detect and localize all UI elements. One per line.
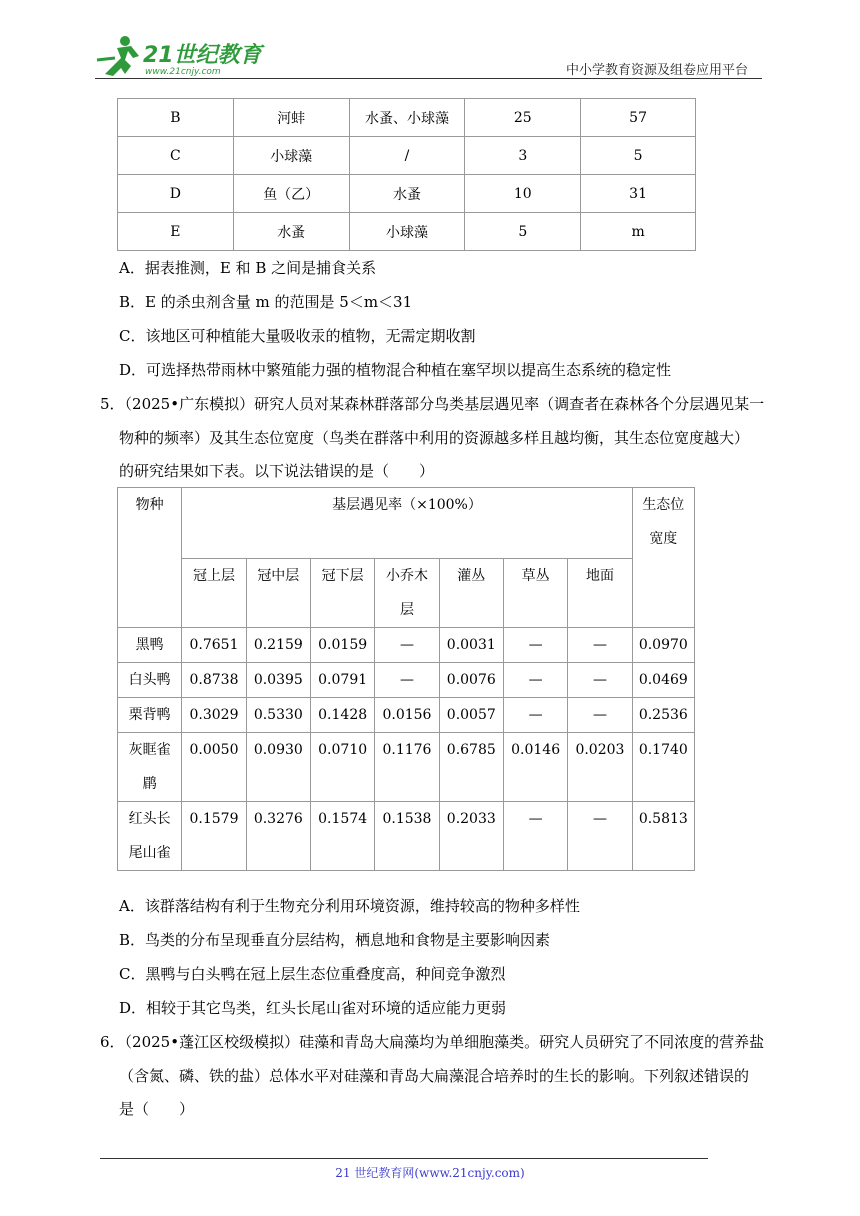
table-cell: 10 [465, 175, 581, 213]
table-cell: 0.0050 [182, 733, 246, 802]
table-row [118, 213, 696, 251]
q5-option-b: B．鸟类的分布呈现垂直分层结构，栖息地和食物是主要影响因素 [119, 931, 551, 949]
table-cell: 0.0076 [439, 663, 503, 698]
table-cell: — [568, 698, 632, 733]
table-cell: 0.5330 [246, 698, 310, 733]
table-cell: 0.0710 [310, 733, 374, 802]
table-cell: 0.0203 [568, 733, 632, 802]
table-cell: 0.0469 [632, 663, 694, 698]
q4-option-b: B．E 的杀虫剂含量 m 的范围是 5＜m＜31 [119, 293, 413, 311]
table-cell: 0.2159 [246, 628, 310, 663]
q5-stem-line3: 的研究结果如下表。以下说法错误的是（ ） [119, 462, 435, 480]
table-cell: 0.0146 [503, 733, 567, 802]
table-row [118, 802, 695, 871]
table-row [118, 137, 696, 175]
table-cell: 0.0970 [632, 628, 694, 663]
table-cell: 0.0395 [246, 663, 310, 698]
table-cell: 0.6785 [439, 733, 503, 802]
pollutant-table [117, 98, 696, 251]
site-label: 中小学教育资源及组卷应用平台 [566, 63, 749, 78]
table-row [118, 175, 696, 213]
q4-option-a: A．据表推测，E 和 B 之间是捕食关系 [119, 259, 377, 277]
species-name: 黑鸭 [118, 628, 182, 663]
table-cell: 0.0791 [310, 663, 374, 698]
table-cell: / [349, 137, 465, 175]
table-cell: 3 [465, 137, 581, 175]
table-cell: 0.0930 [246, 733, 310, 802]
layer-header: 地面 [568, 559, 632, 628]
table-cell: 0.5813 [632, 802, 694, 871]
table-cell: 水蚤 [349, 175, 465, 213]
table-cell: 0.0057 [439, 698, 503, 733]
table-cell: 57 [581, 99, 696, 137]
layer-header: 小乔木 层 [375, 559, 439, 628]
footer-text: 21 世纪教育网(www.21cnjy.com) [335, 1166, 525, 1180]
svg-text:www.21cnjy.com: www.21cnjy.com [145, 67, 221, 77]
table-cell: — [503, 663, 567, 698]
table-cell: 鱼（乙） [233, 175, 349, 213]
species-name: 白头鸭 [118, 663, 182, 698]
layer-header: 冠中层 [246, 559, 310, 628]
footer-divider [100, 1158, 708, 1159]
bird-layer-table [117, 487, 695, 871]
runner-icon [97, 36, 139, 76]
site-logo [95, 34, 265, 78]
q5-option-d: D．相较于其它鸟类，红头长尾山雀对环境的适应能力更弱 [119, 999, 507, 1017]
table-cell: — [568, 628, 632, 663]
table-cell: m [581, 213, 696, 251]
table-cell: 0.0156 [375, 698, 439, 733]
table-cell: 0.3029 [182, 698, 246, 733]
table-cell: B [118, 99, 234, 137]
table-cell: 小球藻 [233, 137, 349, 175]
table-cell: E [118, 213, 234, 251]
q4-option-d: D．可选择热带雨林中繁殖能力强的植物混合种植在塞罕坝以提高生态系统的稳定性 [119, 361, 672, 379]
q6-stem-line3: 是（ ） [119, 1100, 195, 1118]
table-cell: D [118, 175, 234, 213]
table-cell: 5 [581, 137, 696, 175]
table-cell: 0.1428 [310, 698, 374, 733]
table-cell: — [375, 628, 439, 663]
table-cell: — [503, 698, 567, 733]
layer-header: 草丛 [503, 559, 567, 628]
header-divider [95, 78, 762, 79]
table-cell: — [568, 802, 632, 871]
table-cell: 小球藻 [349, 213, 465, 251]
table-cell: 31 [581, 175, 696, 213]
header-niche-width: 生态位 宽度 [632, 488, 694, 628]
layer-header: 冠下层 [310, 559, 374, 628]
table-row [118, 663, 695, 698]
table-cell: 0.2536 [632, 698, 694, 733]
table-cell: 0.3276 [246, 802, 310, 871]
q6-stem-line2: （含氮、磷、铁的盐）总体水平对硅藻和青岛大扁藻混合培养时的生长的影响。下列叙述错误的 [119, 1067, 750, 1085]
table-cell: 0.7651 [182, 628, 246, 663]
q5-option-a: A．该群落结构有利于生物充分利用环境资源，维持较高的物种多样性 [119, 897, 580, 915]
table-cell: 水蚤 [233, 213, 349, 251]
table-cell: — [503, 802, 567, 871]
table-cell: 0.2033 [439, 802, 503, 871]
q5-option-c: C．黑鸭与白头鸭在冠上层生态位重叠度高，种间竞争激烈 [119, 965, 506, 983]
q5-stem-line2: 物种的频率）及其生态位宽度（鸟类在群落中利用的资源越多样且越均衡，其生态位宽度越大） [119, 429, 750, 447]
q4-option-c: C．该地区可种植能大量吸收汞的植物，无需定期收割 [119, 327, 476, 345]
table-cell: 0.0031 [439, 628, 503, 663]
header-layer-rate: 基层遇见率（×100%） [182, 488, 632, 559]
table-cell: 0.1579 [182, 802, 246, 871]
table-cell: — [568, 663, 632, 698]
species-name: 灰眶雀 鹛 [118, 733, 182, 802]
table-cell: 0.1740 [632, 733, 694, 802]
table-cell: 0.0159 [310, 628, 374, 663]
table-row [118, 628, 695, 663]
svg-text:21世纪教育: 21世纪教育 [143, 43, 262, 68]
table-cell: 25 [465, 99, 581, 137]
species-name: 红头长 尾山雀 [118, 802, 182, 871]
table-cell: C [118, 137, 234, 175]
table-row [118, 698, 695, 733]
q5-stem-line1: 5．（2025•广东模拟）研究人员对某森林群落部分鸟类基层遇见率（调查者在森林各个分层遇见某一 [100, 395, 765, 413]
table-row [118, 99, 696, 137]
table-cell: — [503, 628, 567, 663]
table-cell: 0.1176 [375, 733, 439, 802]
table-cell: 水蚤、小球藻 [349, 99, 465, 137]
table-cell: 0.1574 [310, 802, 374, 871]
layer-header: 灌丛 [439, 559, 503, 628]
layer-header: 冠上层 [182, 559, 246, 628]
table-cell: 5 [465, 213, 581, 251]
q6-stem-line1: 6．（2025•蓬江区校级模拟）硅藻和青岛大扁藻均为单细胞藻类。研究人员研究了不同浓度的营养盐 [100, 1033, 765, 1051]
table-row [118, 733, 695, 802]
species-name: 栗背鸭 [118, 698, 182, 733]
table-cell: 河蚌 [233, 99, 349, 137]
table-cell: 0.8738 [182, 663, 246, 698]
table-cell: 0.1538 [375, 802, 439, 871]
header-species: 物种 [118, 488, 182, 628]
table-cell: — [375, 663, 439, 698]
